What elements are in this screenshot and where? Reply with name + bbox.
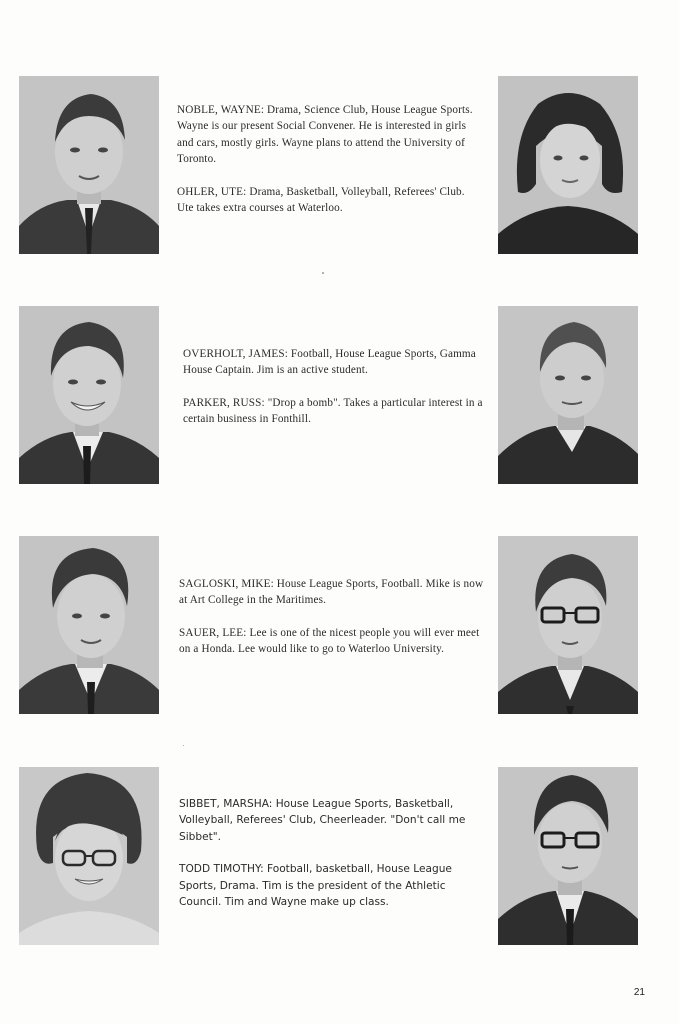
bio-noble-wayne: NOBLE, WAYNE: Drama, Science Club, House League Sports. Wayne is our present Social Convener. He is interested in girls and cars, mostly girls. Wayne plans to attend the University of Toronto. [177,104,473,166]
portrait-photo-todd-timothy [498,767,638,945]
print-speck [183,745,184,746]
portrait-photo-ohler-ute [498,76,638,254]
print-speck [322,272,324,274]
portrait-photo-noble-wayne [19,76,159,254]
bio-sagloski-mike: SAGLOSKI, MIKE: House League Sports, Football. Mike is now at Art College in the Maritimes. [179,578,484,607]
portrait-photo-sibbet-marsha [19,767,159,945]
bio-todd-timothy: TODD TIMOTHY: Football, basketball, House League Sports, Drama. Tim is the president of the Athletic Council. Tim and Wayne make up class. [179,863,452,909]
portrait-photo-sagloski-mike [19,536,159,714]
bio-sibbet-marsha: SIBBET, MARSHA: House League Sports, Basketball, Volleyball, Referees' Club, Cheerleader. "Don't call me Sibbet". [179,798,466,843]
bio-overholt-james: OVERHOLT, JAMES: Football, House League Sports, Gamma House Captain. Jim is an active student. [183,348,476,377]
bio-block-row-4 [179,796,484,910]
portrait-photo-parker-russ [498,306,638,484]
portrait-photo-overholt-james [19,306,159,484]
bio-ohler-ute: OHLER, UTE: Drama, Basketball, Volleyball, Referees' Club. Ute takes extra courses at Waterloo. [177,185,465,215]
bio-block-row-1 [177,102,482,216]
page-number: 21 [633,987,645,998]
bio-block-row-2 [183,346,488,428]
bio-sauer-lee: SAUER, LEE: Lee is one of the nicest people you will ever meet on a Honda. Lee would like to go to Waterloo University. [179,626,480,656]
portrait-photo-sauer-lee [498,536,638,714]
bio-parker-russ: PARKER, RUSS: "Drop a bomb". Takes a particular interest in a certain business in Fonthill. [183,396,483,426]
bio-block-row-3 [179,576,484,658]
